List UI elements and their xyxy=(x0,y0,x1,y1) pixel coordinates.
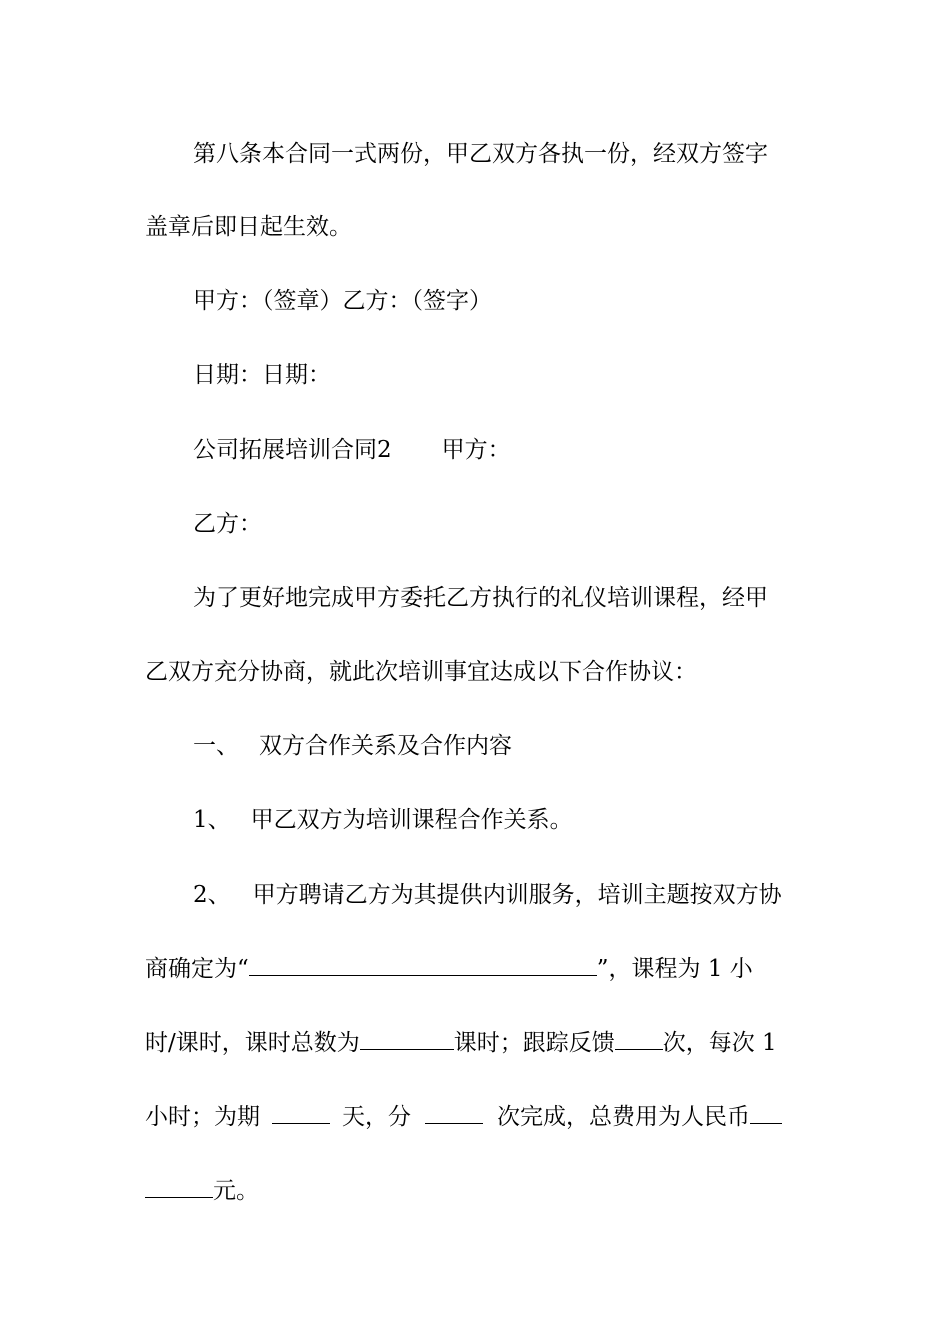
party-a-label: 甲方： xyxy=(441,437,511,463)
section-1-heading xyxy=(193,729,805,763)
item-2-line-4 xyxy=(145,1100,805,1134)
item-2-text-line-1: 甲方聘请乙方为其提供内训服务，培训主题按双方协 xyxy=(252,882,782,908)
section-1-title: 双方合作关系及合作内容 xyxy=(259,733,512,759)
paragraph-article-8-line-1: 第八条本合同一式两份，甲乙双方各执一份，经双方签字 xyxy=(193,141,768,167)
party-b-label: 乙方： xyxy=(193,511,262,537)
item-2-text-line-2a: 商确定为“ xyxy=(145,956,249,982)
item-1 xyxy=(193,803,805,837)
item-1-text: 甲乙双方为培训课程合作关系。 xyxy=(250,807,573,833)
total-hours-blank xyxy=(360,1027,454,1050)
item-2-line-3 xyxy=(145,1026,805,1060)
intro-paragraph-line-2: 乙双方充分协商，就此次培训事宜达成以下合作协议： xyxy=(145,659,697,685)
total-fee-blank-part-2 xyxy=(145,1175,213,1198)
item-2-line-2 xyxy=(145,952,805,986)
contract-title-line xyxy=(193,433,805,467)
item-2-line-5 xyxy=(145,1174,805,1208)
item-2-text-line-4a: 小时；为期 xyxy=(145,1104,260,1130)
signature-dates-line: 日期：日期： xyxy=(193,362,331,388)
item-2-text-line-5: 元。 xyxy=(213,1178,259,1204)
contract-title: 公司拓展培训合同2 xyxy=(193,437,392,463)
section-1-number: 一、 xyxy=(193,733,239,759)
signature-parties-line: 甲方：（签章）乙方：（签字） xyxy=(193,288,492,314)
course-topic-blank xyxy=(249,953,597,976)
item-2-text-line-4c: 次完成，总费用为人民币 xyxy=(497,1104,750,1130)
duration-days-blank xyxy=(272,1101,330,1124)
item-2-number: 2、 xyxy=(193,882,231,908)
paragraph-article-8-line-2: 盖章后即日起生效。 xyxy=(145,214,352,240)
intro-paragraph-line-1: 为了更好地完成甲方委托乙方执行的礼仪培训课程，经甲 xyxy=(193,585,768,611)
total-fee-blank-part-1 xyxy=(750,1101,782,1124)
feedback-count-blank xyxy=(615,1027,663,1050)
item-2-text-line-4b: 天，分 xyxy=(342,1104,411,1130)
item-1-number: 1、 xyxy=(193,807,231,833)
item-2-text-line-3c: 次，每次 1 xyxy=(662,1030,777,1056)
item-2-text-line-3b: 课时；跟踪反馈 xyxy=(453,1030,615,1056)
item-2-line-1 xyxy=(193,878,805,912)
session-count-blank xyxy=(425,1101,483,1124)
item-2-text-line-2b: ”，课程为 1 小 xyxy=(596,956,753,982)
item-2-text-line-3a: 时/课时，课时总数为 xyxy=(145,1030,360,1056)
